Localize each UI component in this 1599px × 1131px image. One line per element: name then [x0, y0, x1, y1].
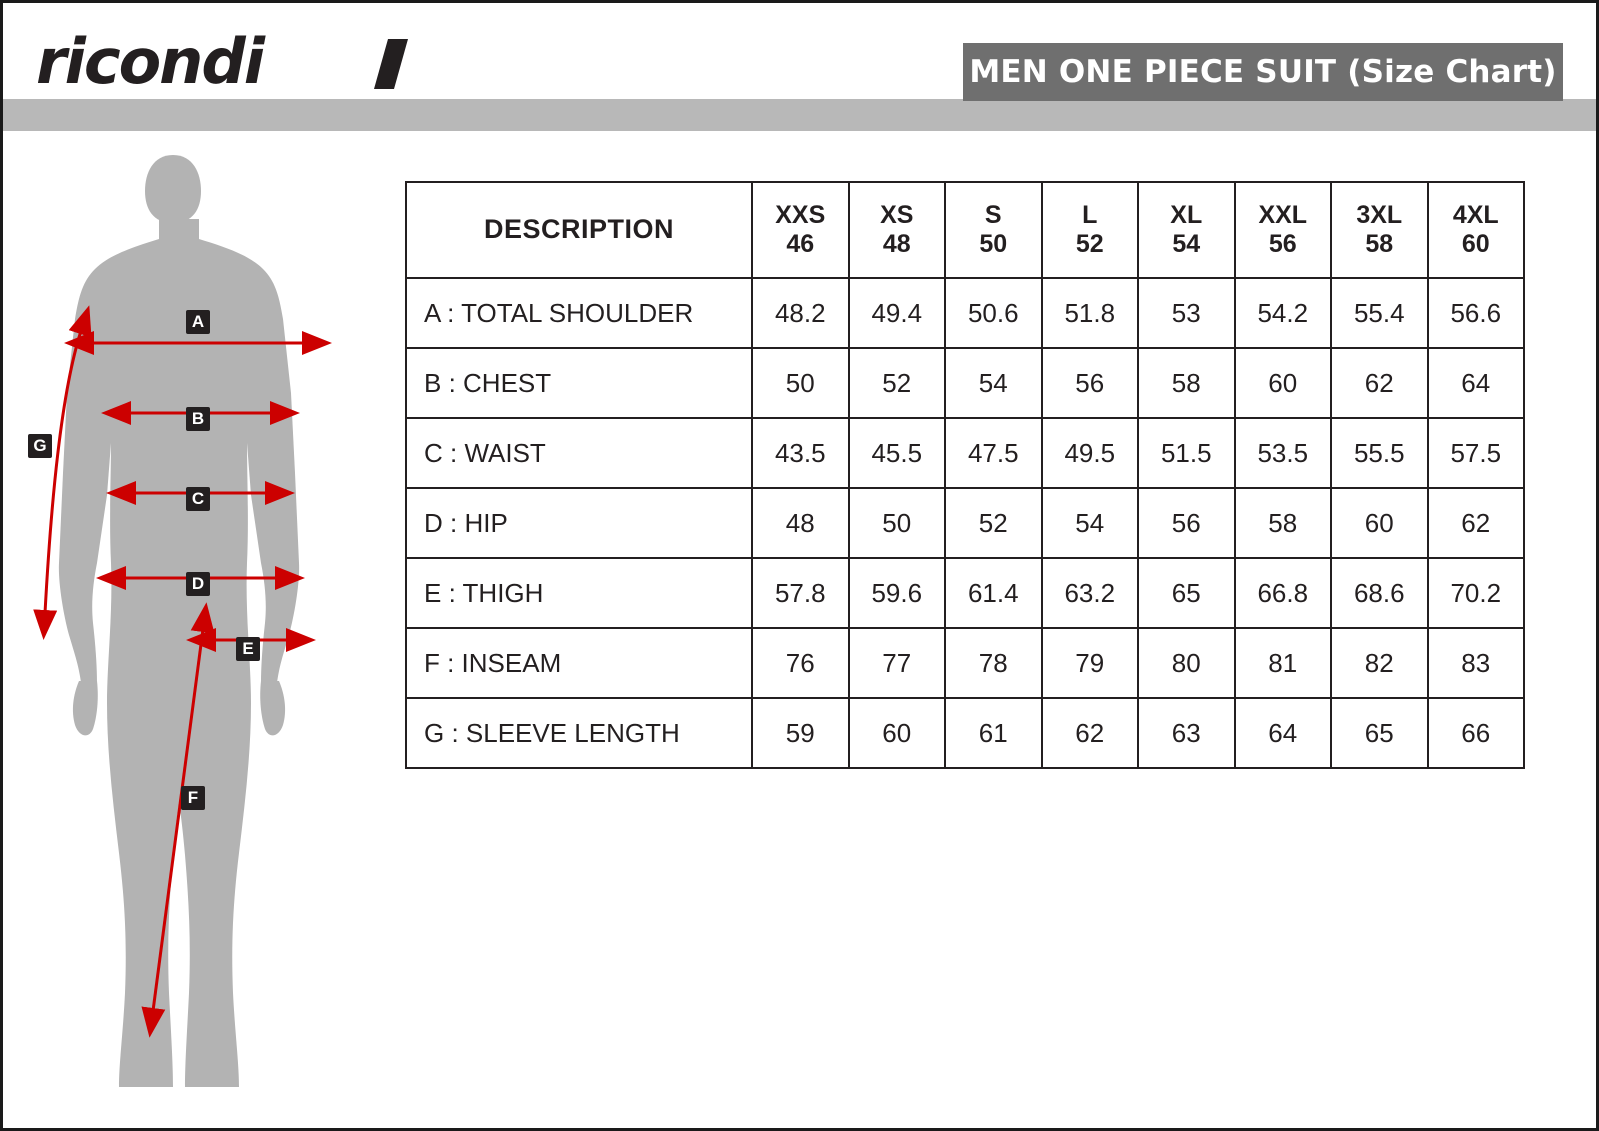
cell-value: 60 — [1331, 488, 1428, 558]
cell-value: 58 — [1235, 488, 1332, 558]
cell-value: 57.8 — [752, 558, 849, 628]
column-header-size-5 — [1235, 182, 1332, 278]
cell-value: 50.6 — [945, 278, 1042, 348]
cell-value: 51.5 — [1138, 418, 1235, 488]
cell-value: 54 — [945, 348, 1042, 418]
marker-g: G — [28, 434, 52, 458]
row-label: E : THIGH — [406, 558, 752, 628]
column-header-size-1 — [849, 182, 946, 278]
cell-value: 79 — [1042, 628, 1139, 698]
page-header — [3, 3, 1596, 131]
cell-value: 52 — [945, 488, 1042, 558]
column-header-size-3 — [1042, 182, 1139, 278]
marker-f: F — [181, 786, 205, 810]
cell-value: 76 — [752, 628, 849, 698]
cell-value: 62 — [1428, 488, 1525, 558]
body-silhouette-icon — [23, 143, 383, 1103]
cell-value: 83 — [1428, 628, 1525, 698]
cell-value: 49.5 — [1042, 418, 1139, 488]
cell-value: 50 — [752, 348, 849, 418]
column-header-size-4 — [1138, 182, 1235, 278]
cell-value: 62 — [1042, 698, 1139, 768]
size-label-1: XS — [880, 201, 914, 230]
cell-value: 48 — [752, 488, 849, 558]
size-label-3: L — [1082, 201, 1098, 230]
cell-value: 62 — [1331, 348, 1428, 418]
marker-d: D — [186, 572, 210, 596]
cell-value: 56 — [1138, 488, 1235, 558]
cell-value: 45.5 — [849, 418, 946, 488]
row-label: C : WAIST — [406, 418, 752, 488]
cell-value: 60 — [1235, 348, 1332, 418]
cell-value: 54 — [1042, 488, 1139, 558]
cell-value: 70.2 — [1428, 558, 1525, 628]
size-label-6: 3XL — [1356, 201, 1403, 230]
cell-value: 61.4 — [945, 558, 1042, 628]
cell-value: 53 — [1138, 278, 1235, 348]
cell-value: 78 — [945, 628, 1042, 698]
header-row — [406, 182, 1524, 278]
cell-value: 82 — [1331, 628, 1428, 698]
size-chart-table — [405, 181, 1525, 769]
marker-a: A — [186, 310, 210, 334]
cell-value: 80 — [1138, 628, 1235, 698]
cell-value: 50 — [849, 488, 946, 558]
cell-value: 63.2 — [1042, 558, 1139, 628]
cell-value: 66.8 — [1235, 558, 1332, 628]
marker-b: B — [186, 407, 210, 431]
size-label-7: 4XL — [1452, 201, 1499, 230]
row-label: G : SLEEVE LENGTH — [406, 698, 752, 768]
size-number-0: 46 — [786, 230, 815, 258]
marker-c: C — [186, 487, 210, 511]
cell-value: 57.5 — [1428, 418, 1525, 488]
cell-value: 52 — [849, 348, 946, 418]
cell-value: 48.2 — [752, 278, 849, 348]
cell-value: 64 — [1428, 348, 1525, 418]
table-row — [406, 628, 1524, 698]
cell-value: 51.8 — [1042, 278, 1139, 348]
cell-value: 77 — [849, 628, 946, 698]
brand-logo — [36, 31, 416, 97]
cell-value: 49.4 — [849, 278, 946, 348]
cell-value: 43.5 — [752, 418, 849, 488]
page-title: MEN ONE PIECE SUIT (Size Chart) — [969, 54, 1557, 90]
table-row — [406, 418, 1524, 488]
cell-value: 53.5 — [1235, 418, 1332, 488]
size-label-5: XXL — [1258, 201, 1308, 230]
size-number-7: 60 — [1461, 230, 1490, 258]
table-row — [406, 488, 1524, 558]
cell-value: 60 — [849, 698, 946, 768]
cell-value: 47.5 — [945, 418, 1042, 488]
cell-value: 64 — [1235, 698, 1332, 768]
header-band — [3, 99, 1596, 131]
size-number-5: 56 — [1268, 230, 1297, 258]
table-row — [406, 278, 1524, 348]
column-header-size-7 — [1428, 182, 1525, 278]
cell-value: 55.5 — [1331, 418, 1428, 488]
cell-value: 59 — [752, 698, 849, 768]
table-row — [406, 558, 1524, 628]
table-body — [406, 278, 1524, 768]
column-header-size-0 — [752, 182, 849, 278]
svg-text:ricondi: ricondi — [36, 31, 263, 97]
column-header-size-6 — [1331, 182, 1428, 278]
cell-value: 81 — [1235, 628, 1332, 698]
size-label-4: XL — [1170, 201, 1203, 230]
size-chart-table-wrap — [405, 181, 1523, 769]
column-header-description: DESCRIPTION — [406, 182, 752, 278]
cell-value: 66 — [1428, 698, 1525, 768]
row-label: A : TOTAL SHOULDER — [406, 278, 752, 348]
cell-value: 68.6 — [1331, 558, 1428, 628]
size-number-3: 52 — [1075, 230, 1104, 258]
cell-value: 56 — [1042, 348, 1139, 418]
cell-value: 54.2 — [1235, 278, 1332, 348]
size-label-0: XXS — [775, 201, 826, 230]
size-number-6: 58 — [1365, 230, 1394, 258]
chart-title-block — [963, 43, 1563, 101]
cell-value: 65 — [1138, 558, 1235, 628]
column-header-size-2 — [945, 182, 1042, 278]
cell-value: 63 — [1138, 698, 1235, 768]
table-head — [406, 182, 1524, 278]
size-label-2: S — [984, 201, 1002, 230]
table-row — [406, 698, 1524, 768]
cell-value: 58 — [1138, 348, 1235, 418]
row-label: B : CHEST — [406, 348, 752, 418]
cell-value: 59.6 — [849, 558, 946, 628]
table-row — [406, 348, 1524, 418]
cell-value: 61 — [945, 698, 1042, 768]
size-number-2: 50 — [979, 230, 1008, 258]
marker-e: E — [236, 637, 260, 661]
size-number-4: 54 — [1172, 230, 1201, 258]
cell-value: 55.4 — [1331, 278, 1428, 348]
size-number-1: 48 — [882, 230, 911, 258]
row-label: D : HIP — [406, 488, 752, 558]
cell-value: 56.6 — [1428, 278, 1525, 348]
row-label: F : INSEAM — [406, 628, 752, 698]
measurement-figure — [23, 143, 383, 1103]
cell-value: 65 — [1331, 698, 1428, 768]
